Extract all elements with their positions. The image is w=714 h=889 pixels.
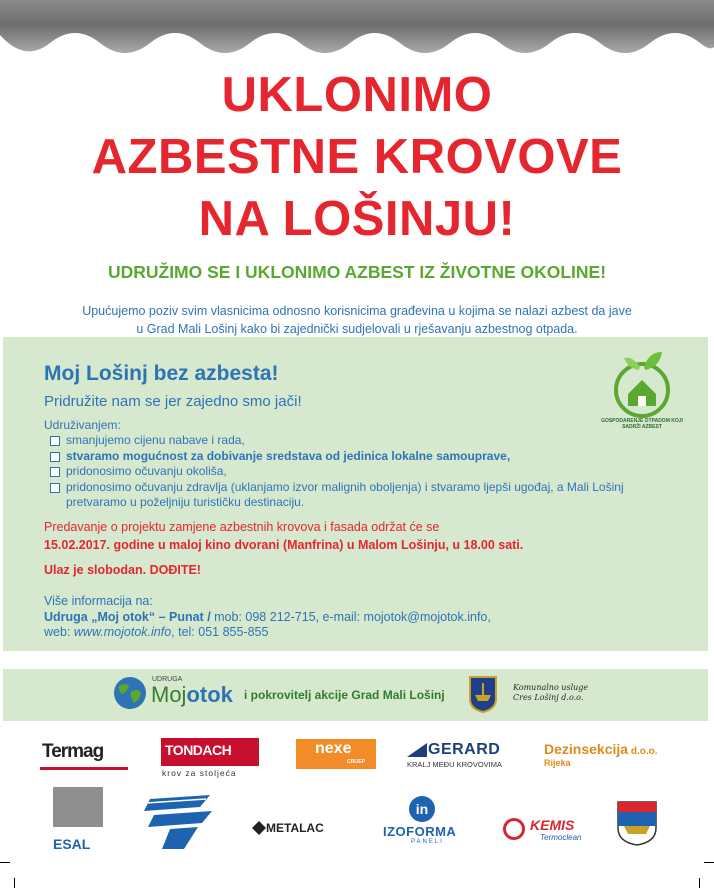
- title-line-3: NA LOŠINJU!: [198, 192, 516, 246]
- izoforma-text: IZOFORMA: [383, 824, 457, 839]
- nexe-text: nexe: [315, 740, 352, 757]
- web-line: web: www.mojotok.info, tel: 051 855-855: [44, 625, 269, 639]
- udruzivanjem-label: Udruživanjem:: [44, 418, 121, 432]
- tondach-text: TONDACH: [165, 742, 232, 758]
- esal-text: ESAL: [53, 836, 91, 852]
- intro-line-2: u Grad Mali Lošinj kako bi zajednički sudjelovali u rješavanju azbestnog otpada.: [136, 322, 578, 336]
- org-line: [44, 610, 491, 626]
- title-line-1: UKLONIMO: [221, 68, 493, 122]
- esal-logo: [53, 787, 103, 827]
- crop-mark: [699, 878, 700, 888]
- mali-losinj-crest-icon: [468, 675, 498, 713]
- pokrovitelj-text: i pokrovitelj akcije Grad Mali Lošinj: [244, 688, 445, 702]
- checkbox-icon: [50, 483, 60, 493]
- crop-mark: [704, 862, 714, 863]
- green-house-badge-icon: [604, 346, 680, 426]
- mojotok-logo: Mojotok: [151, 682, 233, 707]
- lecture-line-2: 15.02.2017. godine u maloj kino dvorani (Manfrina) u Malom Lošinju, u 18.00 sati.: [44, 538, 524, 552]
- tondach-subtext: krov za stoljeća: [162, 768, 237, 778]
- termag-text: Termag: [42, 741, 104, 762]
- globe-icon: [113, 676, 147, 710]
- lecture-announcement: [44, 518, 523, 554]
- entry-notice: Ulaz je slobodan. DOĐITE!: [44, 563, 201, 577]
- metalac-text: METALAC: [266, 821, 324, 835]
- gerard-text: GERARD: [428, 741, 501, 758]
- badge-caption: GOSPODARENJE OTPADOM KOJI SADRŽI AZBEST: [601, 418, 683, 430]
- crop-mark: [0, 862, 10, 863]
- list-item-continuation: pretvaramo u poželjniju turističku destinaciju.: [66, 495, 305, 509]
- panel-heading: Moj Lošinj bez azbesta!: [44, 362, 279, 385]
- panel-subheading: Pridružite nam se jer zajedno smo jači!: [44, 393, 302, 410]
- benefits-list: [50, 433, 650, 511]
- web-link[interactable]: www.mojotok.info: [73, 625, 172, 639]
- list-item: smanjujemo cijenu nabave i rada,: [50, 433, 650, 449]
- contact-info: [44, 594, 491, 641]
- subtitle: UDRUŽIMO SE I UKLONIMO AZBEST IZ ŽIVOTNE OKOLINE!: [107, 262, 607, 282]
- intro-text: [30, 302, 684, 338]
- list-item: pridonosimo očuvanju okoliša,: [50, 464, 650, 480]
- org-name: Udruga „Moj otok“ – Punat /: [44, 609, 211, 624]
- kemis-subtext: Termoclean: [540, 833, 582, 842]
- list-item: stvaramo mogućnost za dobivanje sredstava od jedinica lokalne samouprave,: [50, 449, 650, 465]
- metalac-diamond-icon: [252, 821, 266, 835]
- izoforma-subtext: PANELI: [411, 839, 444, 845]
- lpmb-logo-icon: [140, 793, 220, 851]
- nexe-subtext: CRIJEP: [347, 759, 366, 765]
- lecture-line-1: Predavanje o projektu zamjene azbestnih krovova i fasada održat će se: [44, 520, 440, 534]
- checkbox-icon: [50, 436, 60, 446]
- dezinsekcija-subtext: Rijeka: [544, 758, 571, 768]
- checkbox-icon: [50, 452, 60, 462]
- list-item: pridonosimo očuvanju zdravlja (uklanjamo izvor malignih oboljenja) i stvaramo ljepši ugođaj, a Mali Lošinj: [50, 480, 650, 496]
- izoforma-icon: in: [409, 796, 435, 822]
- roof-banner: [0, 0, 714, 62]
- dezinsekcija-logo: Dezinsekcija d.o.o.: [544, 741, 658, 757]
- crop-mark: [14, 878, 15, 888]
- info-label: Više informacija na:: [44, 594, 153, 608]
- komunalno-logo-text: Komunalno usluge Cres Lošinj d.o.o.: [513, 683, 589, 702]
- county-crest-icon: [616, 800, 658, 846]
- org-contact: mob: 098 212-715, e-mail: mojotok@mojotok.info,: [210, 609, 491, 624]
- gerard-subtext: KRALJ MEĐU KROVOVIMA: [407, 760, 503, 769]
- udruga-label: UDRUGA: [152, 676, 183, 683]
- phone: , tel: 051 855-855: [171, 625, 269, 639]
- title-line-2: AZBESTNE KROVOVE: [91, 130, 623, 184]
- roof-wave-edge: [0, 23, 714, 62]
- gerard-roof-icon: [407, 743, 427, 757]
- intro-line-1: Upućujemo poziv svim vlasnicima odnosno korisnicima građevina u kojima se nalazi azbest da jave: [82, 304, 632, 318]
- checkbox-icon: [50, 467, 60, 477]
- kemis-icon: [503, 818, 525, 840]
- kemis-text: KEMIS: [530, 817, 575, 833]
